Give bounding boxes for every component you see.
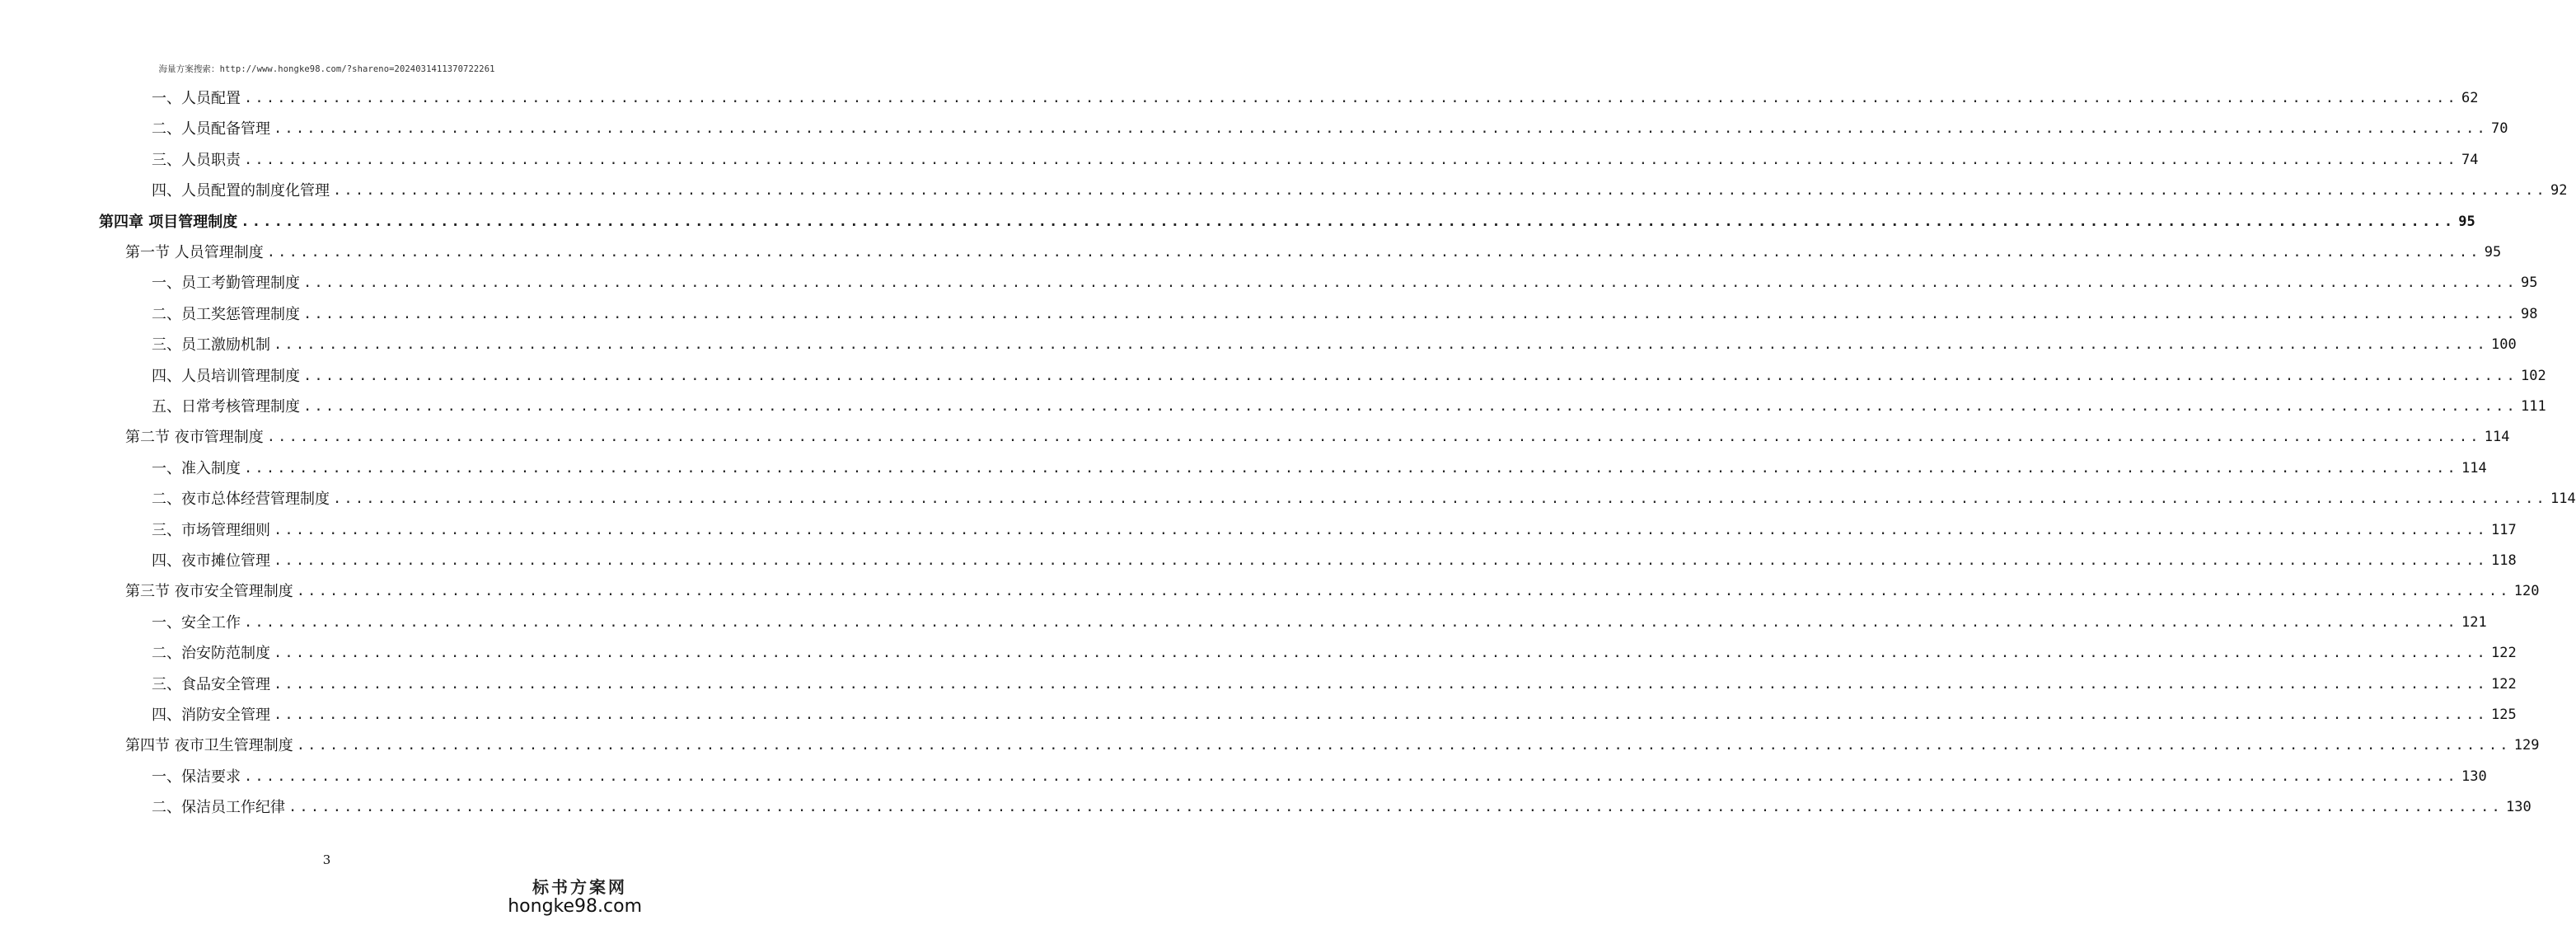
toc-dot-leader: ........................................................................................................................................................................................................ [274, 676, 2488, 693]
toc-entry-page: 117 [2490, 522, 2517, 538]
toc-entry-item[interactable] [152, 330, 2517, 360]
toc-dot-leader: ........................................................................................................................................................................................................ [274, 707, 2488, 723]
toc-entry-item[interactable] [152, 515, 2517, 546]
toc-entry-page: 121 [2461, 614, 2487, 631]
toc-entry-page: 125 [2490, 707, 2517, 723]
toc-entry-label: 第三节 夜市安全管理制度 [125, 583, 293, 600]
watermark-logo [508, 874, 642, 917]
toc-dot-leader: ........................................................................................................................................................................................................ [303, 306, 2517, 322]
toc-entry-label: 三、员工激励机制 [152, 336, 270, 354]
toc-dot-leader: ........................................................................................................................................................................................................ [274, 552, 2488, 569]
toc-entry-item[interactable] [152, 700, 2517, 730]
toc-entry-label: 第二节 夜市管理制度 [125, 429, 264, 446]
toc-entry-page: 120 [2513, 583, 2540, 599]
toc-dot-leader: ........................................................................................................................................................................................................ [274, 120, 2488, 137]
toc-entry-item[interactable] [152, 83, 2479, 114]
toc-entry-label: 第四节 夜市卫生管理制度 [125, 737, 293, 754]
toc-entry-label: 二、夜市总体经营管理制度 [152, 491, 330, 508]
toc-entry-page: 118 [2490, 552, 2517, 569]
toc-entry-label: 四、人员培训管理制度 [152, 368, 300, 385]
toc-entry-label: 二、治安防范制度 [152, 645, 270, 662]
toc-entry-page: 62 [2461, 90, 2479, 106]
toc-entry-label: 二、人员配备管理 [152, 120, 270, 138]
toc-dot-leader: ........................................................................................................................................................................................................ [266, 244, 2481, 261]
toc-entry-page: 100 [2490, 336, 2517, 353]
toc-entry-label: 一、员工考勤管理制度 [152, 275, 300, 292]
toc-entry-chapter[interactable] [99, 207, 2475, 237]
watermark-domain: hongke98.com [508, 896, 642, 917]
toc-entry-section[interactable] [125, 576, 2540, 607]
toc-entry-item[interactable] [152, 176, 2568, 206]
toc-entry-item[interactable] [152, 268, 2538, 298]
toc-dot-leader: ........................................................................................................................................................................................................ [241, 214, 2456, 230]
toc-entry-label: 一、准入制度 [152, 460, 241, 477]
toc-entry-item[interactable] [152, 669, 2517, 700]
toc-entry-section[interactable] [125, 237, 2502, 268]
toc-entry-page: 114 [2484, 429, 2510, 445]
toc-entry-item[interactable] [152, 453, 2487, 484]
toc-entry-page: 114 [2550, 491, 2576, 507]
toc-dot-leader: ........................................................................................................................................................................................................ [244, 614, 2458, 631]
toc-entry-page: 70 [2490, 120, 2508, 137]
toc-entry-label: 二、保洁员工作纪律 [152, 799, 285, 816]
toc-entry-page: 122 [2490, 676, 2517, 693]
toc-entry-page: 130 [2505, 799, 2532, 815]
toc-entry-label: 四、消防安全管理 [152, 707, 270, 724]
toc-entry-label: 五、日常考核管理制度 [152, 398, 300, 416]
toc-dot-leader: ........................................................................................................................................................................................................ [333, 491, 2547, 507]
toc-entry-item[interactable] [152, 299, 2538, 330]
toc-entry-label: 四、夜市摊位管理 [152, 552, 270, 570]
toc-entry-item[interactable] [152, 361, 2546, 392]
toc-entry-item[interactable] [152, 114, 2508, 144]
watermark-title: 标书方案网 [532, 877, 627, 897]
toc-entry-page: 111 [2520, 398, 2546, 415]
toc-entry-item[interactable] [152, 762, 2487, 792]
toc-entry-page: 98 [2520, 306, 2538, 322]
toc-entry-item[interactable] [152, 792, 2532, 823]
toc-entry-page: 95 [2520, 275, 2538, 291]
toc-entry-label: 三、食品安全管理 [152, 676, 270, 693]
toc-entry-label: 三、市场管理细则 [152, 522, 270, 539]
toc-dot-leader: ........................................................................................................................................................................................................ [274, 645, 2488, 661]
toc-entry-page: 74 [2461, 152, 2479, 168]
toc-dot-leader: ........................................................................................................................................................................................................ [288, 799, 2503, 815]
toc-entry-label: 二、员工奖惩管理制度 [152, 306, 300, 323]
toc-entry-label: 三、人员职责 [152, 152, 241, 169]
toc-dot-leader: ........................................................................................................................................................................................................ [266, 429, 2481, 445]
toc-entry-page: 95 [2458, 214, 2475, 230]
toc-entry-page: 122 [2490, 645, 2517, 661]
toc-dot-leader: ........................................................................................................................................................................................................ [303, 275, 2517, 291]
toc-entry-page: 129 [2513, 737, 2540, 754]
toc-dot-leader: ........................................................................................................................................................................................................ [244, 460, 2458, 477]
toc-entry-page: 130 [2461, 768, 2487, 785]
toc-dot-leader: ........................................................................................................................................................................................................ [333, 182, 2547, 199]
toc-entry-label: 第一节 人员管理制度 [125, 244, 264, 261]
toc-entry-page: 102 [2520, 368, 2546, 384]
toc-dot-leader: ........................................................................................................................................................................................................ [274, 522, 2488, 538]
toc-dot-leader: ........................................................................................................................................................................................................ [244, 768, 2458, 785]
toc-entry-page: 92 [2550, 182, 2568, 199]
toc-dot-leader: ........................................................................................................................................................................................................ [274, 336, 2488, 353]
toc-entry-item[interactable] [152, 608, 2487, 638]
toc-entry-item[interactable] [152, 638, 2517, 669]
toc-dot-leader: ........................................................................................................................................................................................................ [244, 152, 2458, 168]
toc-dot-leader: ........................................................................................................................................................................................................ [296, 583, 2511, 599]
toc-entry-section[interactable] [125, 730, 2540, 761]
header-search-url: 海量方案搜索：http://www.hongke98.com/?shareno=2024031411370722261 [158, 64, 495, 74]
toc-entry-label: 一、保洁要求 [152, 768, 241, 786]
toc-entry-item[interactable] [152, 145, 2479, 176]
toc-dot-leader: ........................................................................................................................................................................................................ [296, 737, 2511, 754]
toc-entry-page: 114 [2461, 460, 2487, 477]
toc-dot-leader: ........................................................................................................................................................................................................ [303, 368, 2517, 384]
toc-entry-item[interactable] [152, 484, 2576, 514]
toc-dot-leader: ........................................................................................................................................................................................................ [303, 398, 2517, 415]
page-number: 3 [322, 852, 331, 867]
toc-dot-leader: ........................................................................................................................................................................................................ [244, 90, 2458, 106]
toc-entry-item[interactable] [152, 392, 2546, 422]
toc-entry-label: 一、人员配置 [152, 90, 241, 107]
toc-entry-item[interactable] [152, 546, 2517, 576]
toc-entry-label: 第四章 项目管理制度 [99, 214, 238, 231]
toc-entry-label: 一、安全工作 [152, 614, 241, 632]
toc-entry-label: 四、人员配置的制度化管理 [152, 182, 330, 200]
toc-entry-section[interactable] [125, 422, 2510, 453]
toc-entry-page: 95 [2484, 244, 2502, 261]
